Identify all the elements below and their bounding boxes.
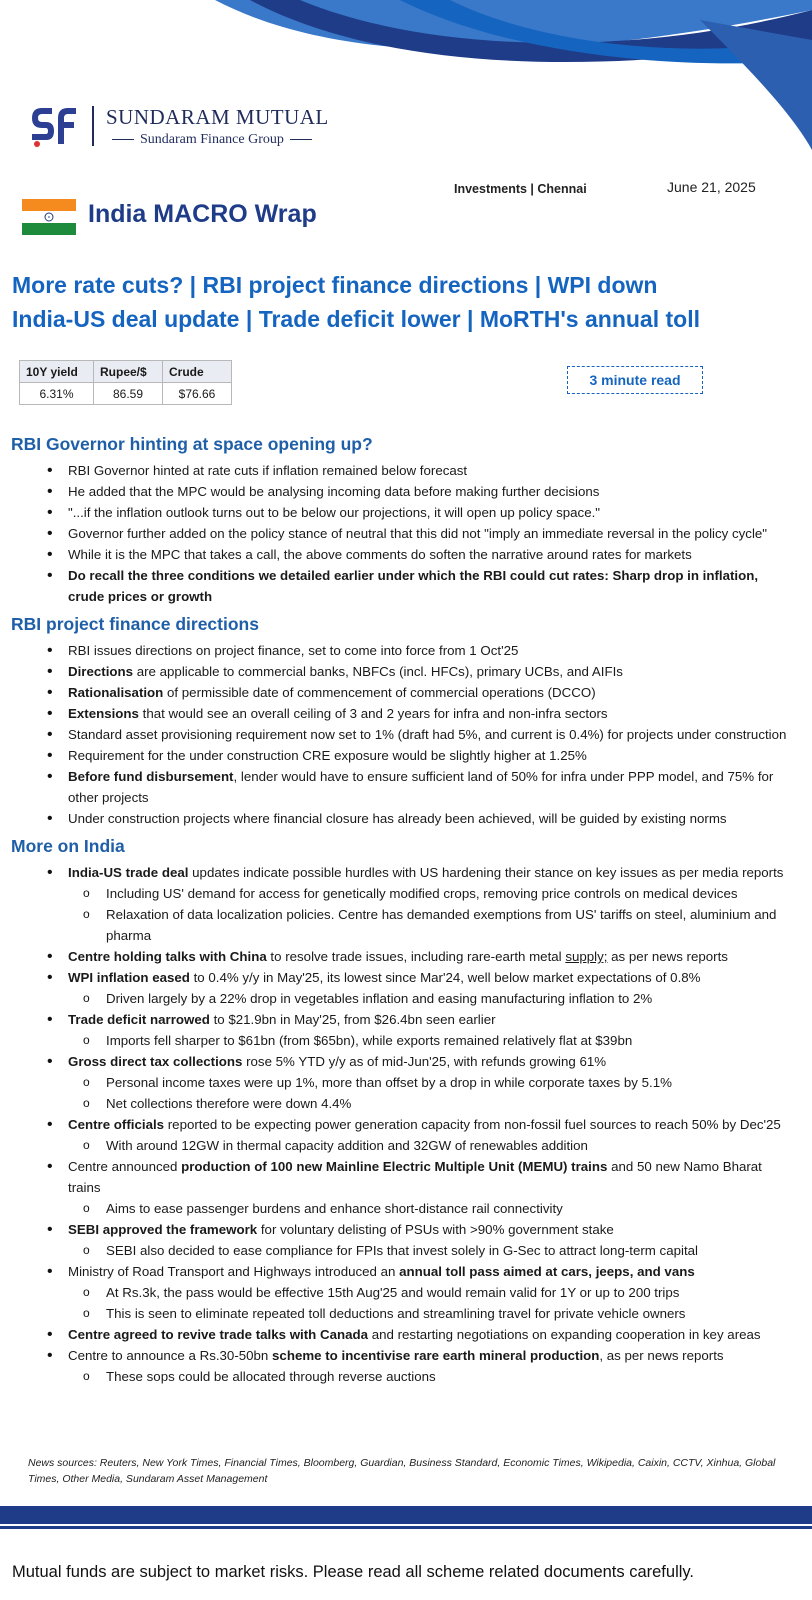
text: , as per news reports <box>599 1348 724 1363</box>
text: This is seen to eliminate repeated toll deductions and streamlining travel for private vehicle owners <box>106 1306 686 1321</box>
bold-text: production of 100 new Mainline Electric Multiple Unit (MEMU) trains <box>181 1159 608 1174</box>
bullet-item <box>0 523 812 544</box>
sub-bullet-item <box>68 1303 796 1324</box>
bold-text: annual toll pass aimed at cars, jeeps, and vans <box>399 1264 695 1279</box>
headline-line-2: India-US deal update | Trade deficit lower | MoRTH's annual toll <box>12 306 700 332</box>
bold-text: scheme to incentivise rare earth mineral production <box>272 1348 600 1363</box>
market-value-crude: $76.66 <box>163 383 232 405</box>
bullet-item <box>0 1156 812 1219</box>
bullet-item <box>0 1324 812 1345</box>
text: rose 5% YTD y/y as of mid-Jun'25, with refunds growing 61% <box>242 1054 607 1069</box>
section-bullet-list <box>0 460 812 607</box>
text: Net collections therefore were down 4.4% <box>106 1096 352 1111</box>
text: Requirement for the under construction CRE exposure would be slightly higher at 1.25% <box>68 748 587 763</box>
text: Including US' demand for access for genetically modified crops, removing price controls on medical devices <box>106 886 738 901</box>
text: SEBI also decided to ease compliance for FPIs that invest solely in G-Sec to attract long-term capital <box>106 1243 698 1258</box>
footer-band <box>0 1506 812 1524</box>
section-title: More on India <box>11 836 125 856</box>
bullet-item <box>0 481 812 502</box>
bullet-item <box>0 661 812 682</box>
text: and 50 new Namo Bharat trains <box>68 1159 762 1195</box>
headline-line-1: More rate cuts? | RBI project finance directions | WPI down <box>12 272 658 298</box>
bullet-item <box>0 1261 812 1324</box>
article-content <box>0 432 812 1392</box>
text: Imports fell sharper to $61bn (from $65bn), while exports remained relatively flat at $39bn <box>106 1033 633 1048</box>
bullet-item <box>0 460 812 481</box>
bullet-item <box>0 502 812 523</box>
market-value-yield: 6.31% <box>20 383 94 405</box>
wrap-title: India MACRO Wrap <box>88 200 317 228</box>
text: of permissible date of commencement of commercial operations (DCCO) <box>163 685 596 700</box>
text: to resolve trade issues, including rare-earth metal <box>266 949 566 964</box>
bold-text: SEBI approved the framework <box>68 1222 258 1237</box>
bullet-item <box>0 1345 812 1387</box>
bold-text: Rationalisation <box>68 685 164 700</box>
text: Driven largely by a 22% drop in vegetables inflation and easing manufacturing inflation to 2% <box>106 991 653 1006</box>
text: to 0.4% y/y in May'25, its lowest since Mar'24, well below market expectations of 0.8% <box>189 970 701 985</box>
text: supply; <box>565 949 608 964</box>
sub-bullet-list <box>68 1135 796 1156</box>
text: Ministry of Road Transport and Highways introduced an <box>68 1264 400 1279</box>
brand-group-label: Sundaram Finance Group <box>140 131 284 147</box>
bullet-item <box>0 544 812 565</box>
section-bullet-list <box>0 862 812 1387</box>
headline <box>12 268 812 336</box>
sub-bullet-item <box>68 1198 796 1219</box>
market-snapshot-table <box>19 360 232 405</box>
text: "...if the inflation outlook turns out to be below our projections, it will open up policy space." <box>68 505 601 520</box>
sub-bullet-item <box>68 1282 796 1303</box>
text: While it is the MPC that takes a call, the above comments do soften the narrative around rates for markets <box>68 547 692 562</box>
market-header-crude: Crude <box>163 361 232 383</box>
bold-text: Trade deficit narrowed <box>68 1012 210 1027</box>
location-label: Investments | Chennai <box>454 182 587 196</box>
text: Aims to ease passenger burdens and enhance short-distance rail connectivity <box>106 1201 563 1216</box>
bold-text: Gross direct tax collections <box>68 1054 243 1069</box>
bold-text: Centre officials <box>68 1117 165 1132</box>
bullet-item <box>0 862 812 946</box>
bold-text: India-US trade deal <box>68 865 189 880</box>
market-table-value-row <box>20 383 232 405</box>
text: He added that the MPC would be analysing incoming data before making further decisions <box>68 484 600 499</box>
bullet-item <box>0 766 812 808</box>
text: These sops could be allocated through reverse auctions <box>106 1369 436 1384</box>
section-title: RBI Governor hinting at space opening up? <box>11 434 373 454</box>
sundaram-logo <box>28 104 329 148</box>
text: and restarting negotiations on expanding cooperation in key areas <box>368 1327 761 1342</box>
text: RBI issues directions on project finance, set to come into force from 1 Oct'25 <box>68 643 519 658</box>
bullet-item <box>0 703 812 724</box>
sf-logo-icon <box>28 104 80 148</box>
sub-bullet-list <box>68 988 796 1009</box>
bullet-item <box>0 967 812 1009</box>
text: Centre announced <box>68 1159 182 1174</box>
text: as per news reports <box>607 949 728 964</box>
sub-bullet-item <box>68 1366 796 1387</box>
text: reported to be expecting power generation capacity from non-fossil fuel sources to reach 50% by Dec'25 <box>164 1117 781 1132</box>
bullet-item <box>0 1219 812 1261</box>
text: , lender would have to ensure sufficient land of 50% for infra under PPP model, and 75% for other projects <box>68 769 774 805</box>
bullet-item <box>0 565 812 607</box>
text: Standard asset provisioning requirement now set to 1% (draft had 5%, and current is 0.4%) for projects under construction <box>68 727 787 742</box>
sub-bullet-list <box>68 883 796 946</box>
bullet-item <box>0 640 812 661</box>
text: Under construction projects where financial closure has already been achieved, will be guided by existing norms <box>68 811 727 826</box>
bold-text: Do recall the three conditions we detailed earlier under which the RBI could cut rates: Sharp drop in inflation, crude prices or growth <box>68 568 759 604</box>
disclaimer: Mutual funds are subject to market risks. Please read all scheme related documents carefully. <box>12 1563 695 1581</box>
bullet-item <box>0 682 812 703</box>
bullet-item <box>0 1009 812 1051</box>
text: At Rs.3k, the pass would be effective 15th Aug'25 and would remain valid for 1Y or up to 200 trips <box>106 1285 680 1300</box>
text: Centre to announce a Rs.30-50bn <box>68 1348 273 1363</box>
sub-bullet-list <box>68 1366 796 1387</box>
logo-divider <box>92 106 94 146</box>
text: updates indicate possible hurdles with US hardening their stance on key issues as per media reports <box>188 865 784 880</box>
publish-date: June 21, 2025 <box>667 179 756 195</box>
market-header-rupee: Rupee/$ <box>94 361 163 383</box>
text: for voluntary delisting of PSUs with >90% government stake <box>257 1222 614 1237</box>
bold-text: Centre holding talks with China <box>68 949 267 964</box>
bold-text: Directions <box>68 664 134 679</box>
sub-bullet-item <box>68 883 796 904</box>
bullet-item <box>0 724 812 745</box>
text: to $21.9bn in May'25, from $26.4bn seen earlier <box>209 1012 496 1027</box>
text: Relaxation of data localization policies. Centre has demanded exemptions from US' tariffs on steel, aluminium and pharma <box>106 907 777 943</box>
text: Personal income taxes were up 1%, more than offset by a drop in while corporate taxes by 5.1% <box>106 1075 672 1090</box>
sub-bullet-item <box>68 904 796 946</box>
sub-bullet-list <box>68 1240 796 1261</box>
text: RBI Governor hinted at rate cuts if inflation remained below forecast <box>68 463 468 478</box>
sub-bullet-item <box>68 1093 796 1114</box>
sub-bullet-item <box>68 1030 796 1051</box>
bold-text: Centre agreed to revive trade talks with Canada <box>68 1327 369 1342</box>
sub-bullet-list <box>68 1282 796 1324</box>
sub-bullet-item <box>68 1072 796 1093</box>
market-table-header-row <box>20 361 232 383</box>
bullet-item <box>0 946 812 967</box>
news-sources: News sources: Reuters, New York Times, Financial Times, Bloomberg, Guardian, Business Standard, Economic Times, Wikipedia, Caixin, CCTV, Xinhua, Global Times, Other Media, Sundaram Asset Management <box>28 1457 776 1485</box>
bullet-item <box>0 808 812 829</box>
sub-bullet-item <box>68 1240 796 1261</box>
bullet-item <box>0 1114 812 1156</box>
text: Governor further added on the policy stance of neutral that this did not "imply an immediate reversal in the policy cycle" <box>68 526 768 541</box>
section-bullet-list <box>0 640 812 829</box>
market-value-rupee: 86.59 <box>94 383 163 405</box>
sub-bullet-item <box>68 988 796 1009</box>
sub-bullet-list <box>68 1072 796 1114</box>
sub-bullet-item <box>68 1135 796 1156</box>
logo-text <box>106 105 329 148</box>
text: that would see an overall ceiling of 3 and 2 years for infra and non-infra sectors <box>138 706 608 721</box>
india-flag-icon <box>22 199 76 235</box>
section-title: RBI project finance directions <box>11 614 259 634</box>
sub-bullet-list <box>68 1030 796 1051</box>
sub-bullet-list <box>68 1198 796 1219</box>
bold-text: Extensions <box>68 706 139 721</box>
bold-text: Before fund disbursement <box>68 769 234 784</box>
read-time-badge: 3 minute read <box>567 366 703 394</box>
bullet-item <box>0 745 812 766</box>
market-header-yield: 10Y yield <box>20 361 94 383</box>
brand-name: SUNDARAM MUTUAL <box>106 104 329 129</box>
bullet-item <box>0 1051 812 1114</box>
text: With around 12GW in thermal capacity addition and 32GW of renewables addition <box>106 1138 588 1153</box>
brand-group <box>106 132 329 148</box>
footer-band-line <box>0 1526 812 1529</box>
text: are applicable to commercial banks, NBFCs (incl. HFCs), primary UCBs, and AIFIs <box>133 664 623 679</box>
bold-text: WPI inflation eased <box>68 970 190 985</box>
